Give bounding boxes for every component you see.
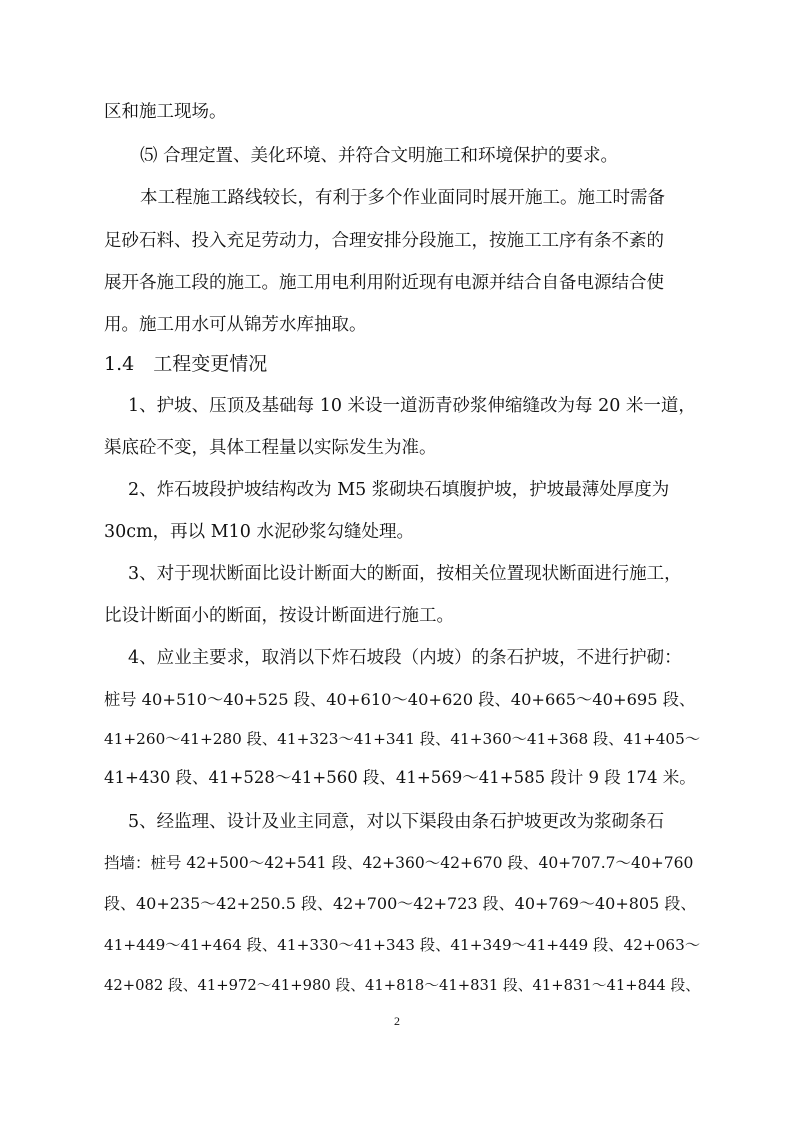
text-line: 桩号 40+510～40+525 段、40+610～40+620 段、40+665～40+695 段、: [104, 690, 696, 709]
text-line: 区和施工现场。: [104, 102, 227, 122]
text-line: 挡墙：桩号 42+500～42+541 段、42+360～42+670 段、40+707.7～40+760: [104, 854, 694, 872]
text-line: 1、护坡、压顶及基础每 10 米设一道沥青砂浆伸缩缝改为每 20 米一道，: [128, 396, 696, 416]
text-line: 5、经监理、设计及业主同意，对以下渠段由条石护坡更改为浆砌条石: [128, 812, 665, 832]
section-heading: 1.4 工程变更情况: [104, 353, 268, 375]
text-line: ⑸ 合理定置、美化环境、并符合文明施工和环境保护的要求。: [140, 146, 619, 166]
text-line: 2、炸石坡段护坡结构改为 M5 浆砌块石填腹护坡，护坡最薄处厚度为: [128, 480, 670, 500]
text-line: 本工程施工路线较长，有利于多个作业面同时展开施工。施工时需备: [140, 188, 665, 208]
text-line: 41+449～41+464 段、41+330～41+343 段、41+349～41+449 段、42+063～: [104, 936, 701, 954]
text-line: 段、40+235～42+250.5 段、42+700～42+723 段、40+769～40+805 段、: [104, 894, 697, 913]
text-line: 41+430 段、41+528～41+560 段、41+569～41+585 段计 9 段 174 米。: [104, 768, 696, 787]
text-line: 渠底砼不变，具体工程量以实际发生为准。: [104, 438, 437, 458]
text-line: 30cm，再以 M10 水泥砂浆勾缝处理。: [104, 522, 414, 542]
text-line: 42+082 段、41+972～41+980 段、41+818～41+831 段、41+831～41+844 段、: [104, 977, 700, 994]
text-line: 足砂石料、投入充足劳动力，合理安排分段施工，按施工工序有条不紊的: [104, 231, 664, 251]
page-number: 2: [394, 1014, 400, 1028]
text-line: 3、对于现状断面比设计断面大的断面，按相关位置现状断面进行施工，: [128, 564, 682, 584]
text-line: 41+260～41+280 段、41+323～41+341 段、41+360～41+368 段、41+405～: [104, 730, 701, 748]
text-line: 展开各施工段的施工。施工用电利用附近现有电源并结合自备电源结合使: [104, 273, 664, 293]
text-line: 用。施工用水可从锦芳水库抽取。: [104, 315, 367, 335]
text-line: 4、应业主要求，取消以下炸石坡段（内坡）的条石护坡，不进行护砌：: [128, 648, 682, 668]
text-line: 比设计断面小的断面，按设计断面进行施工。: [104, 606, 454, 626]
